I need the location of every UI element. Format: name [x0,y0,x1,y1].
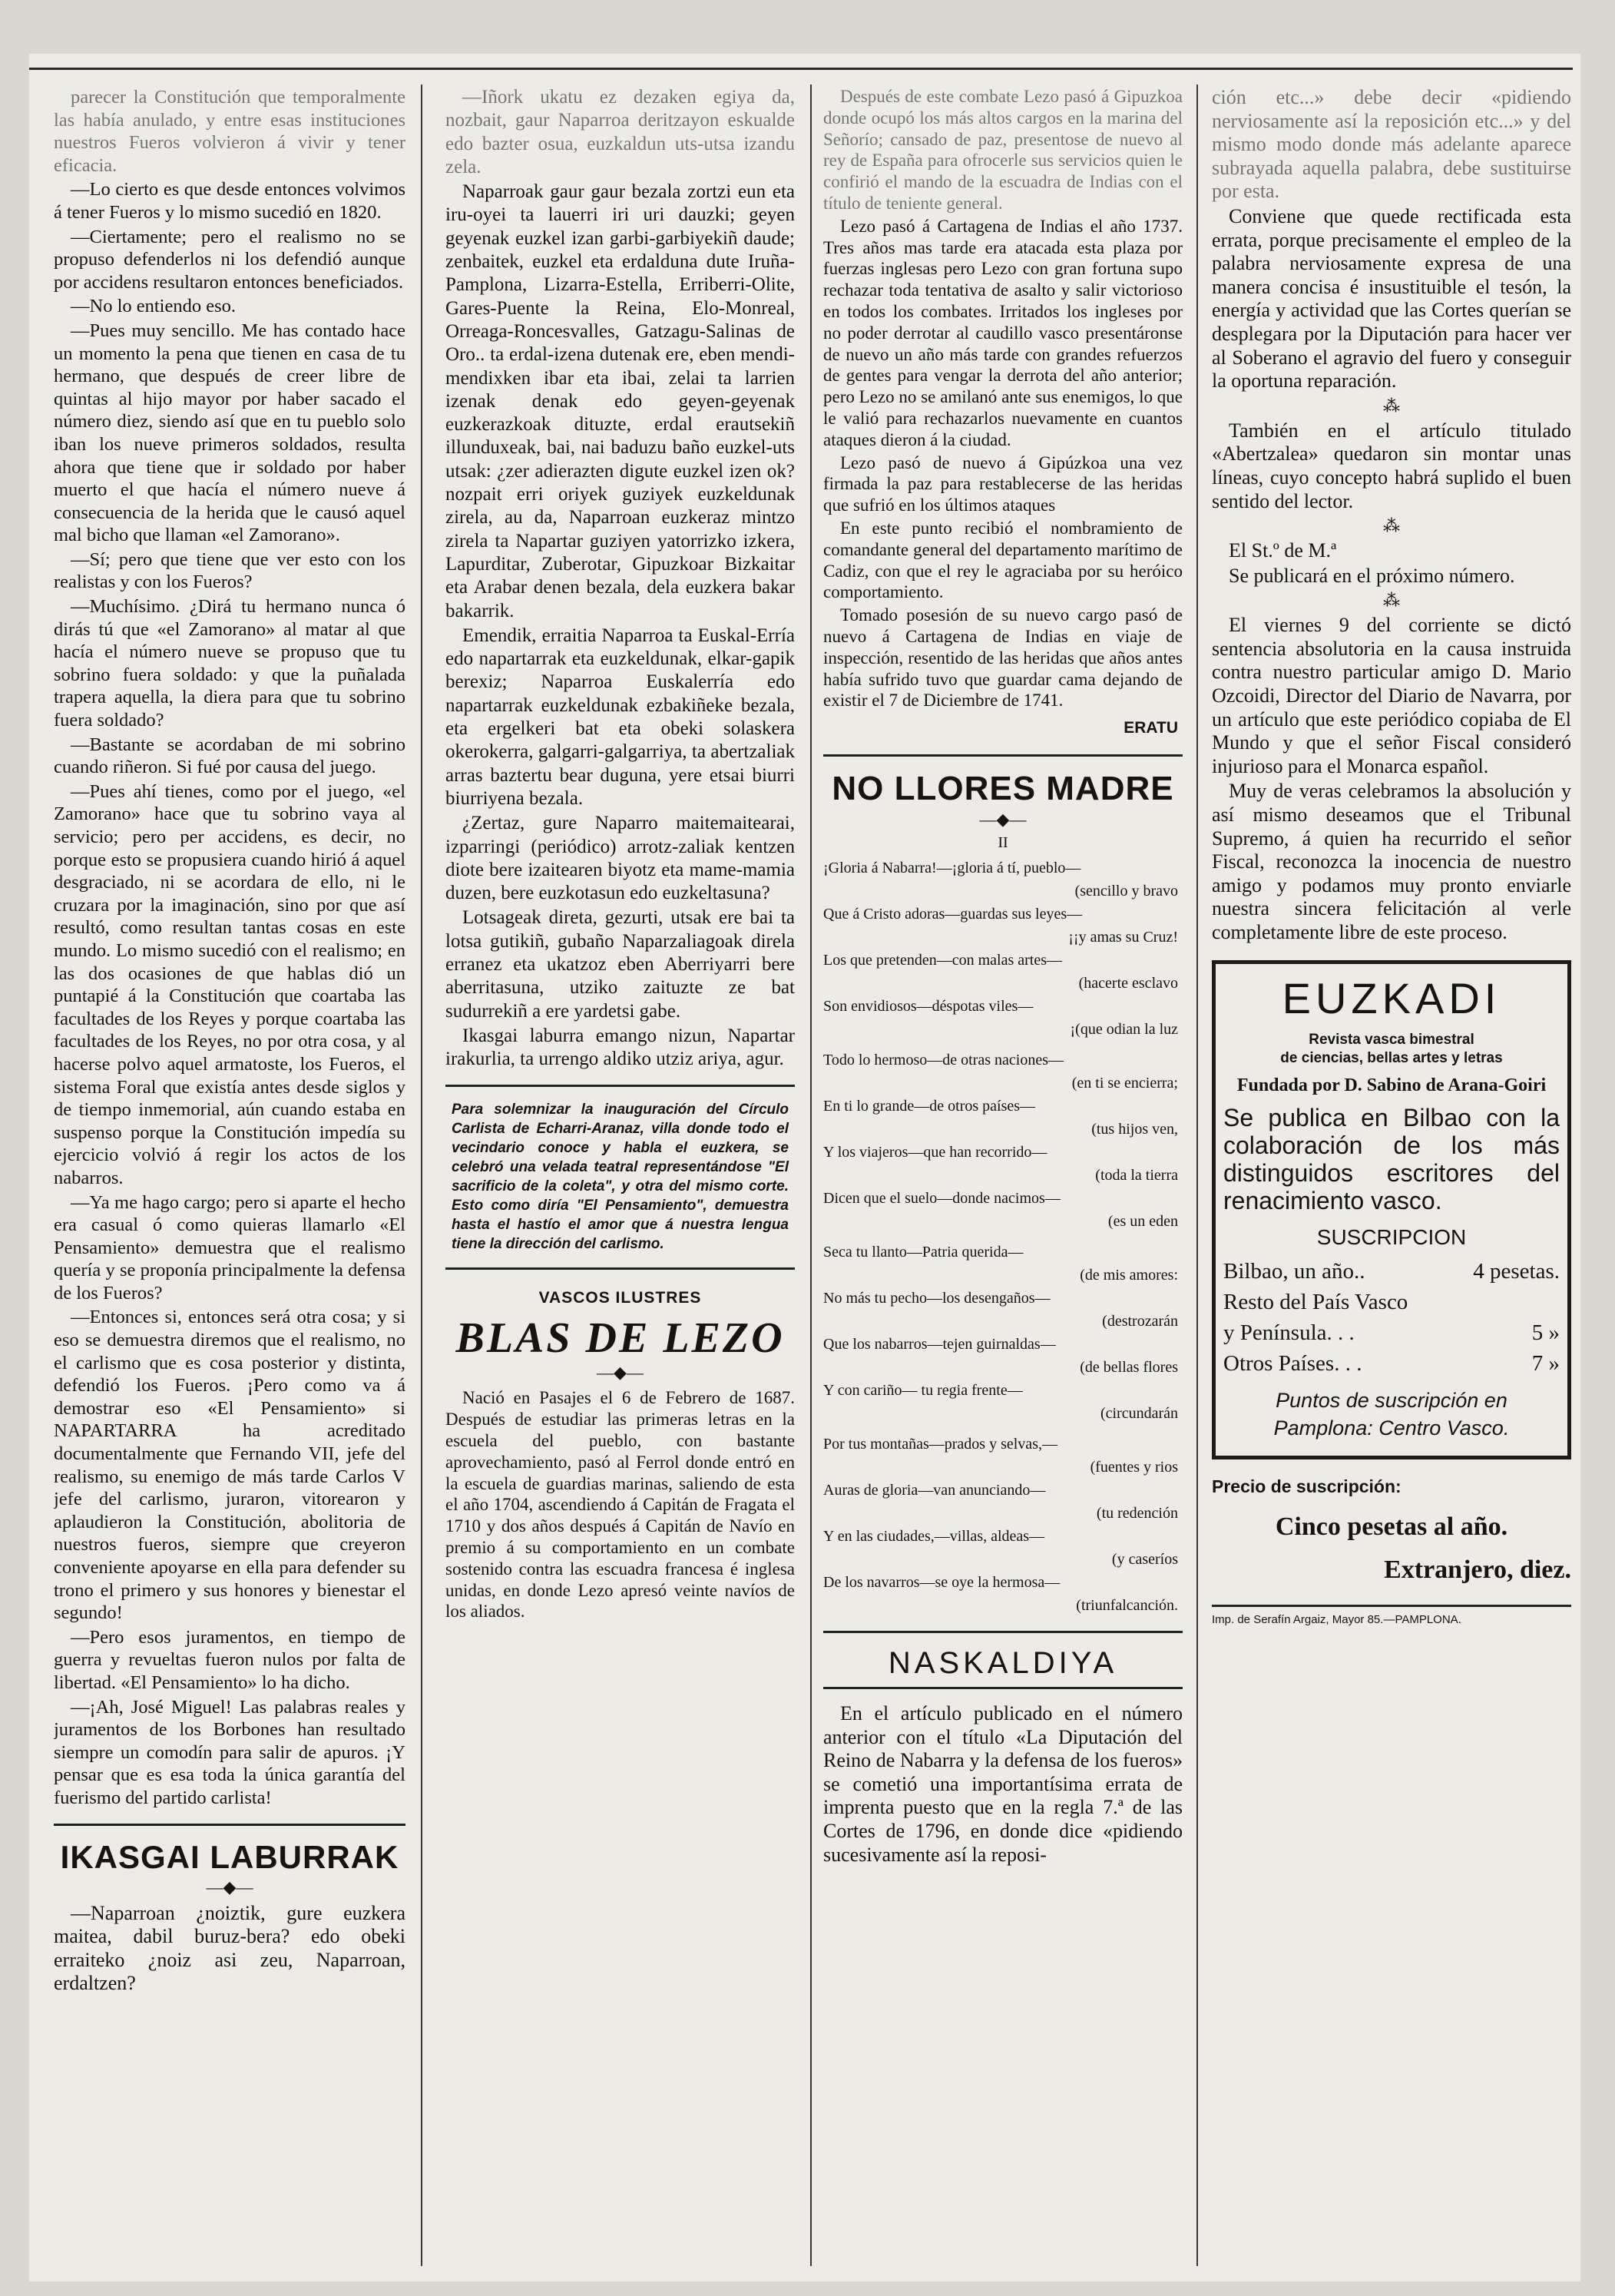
lezo-text: Nació en Pasajes el 6 de Febrero de 1687. Después de estudiar las primeras letras en la escuela del pueblo, con bastante aprovechamiento, pasó al Ferrol donde entró en la escuela de guardias marinas, saliendo de esta el año 1704, ascendiendo á Capitán de Fragata el 1710 y dos años después á Capitán de Navío en premio á su comportamiento en un combate sostenido contra las escuadra francesa é inglesa unidas, en donde Lezo apresó veinte navíos de los aliados. [445,1388,795,1622]
poem-line: Todo lo hermoso—de otras naciones— [823,1052,1064,1069]
paragraph: Lezo pasó de nuevo á Gipúzkoa una vez firmada la paz para restablecerse de las heridas que sufrió en los últimos ataques [823,452,1183,515]
paragraph: Muy de veras celebramos la absolución y así mismo deseamos que el Tribunal Supremo, á quien ha recurrido el señor Fiscal, reconozca la inocencia de nuestro amigo y podamos muy pronto enviarle nuestra sincera felicitación al verle completamente libre de este proceso. [1212,780,1571,943]
section-divider [445,1261,795,1275]
paragraph: Emendik, erraitia Naparroa ta Euskal-Erría edo napartarrak eta euzkeldunak, elkar-gapik berexiz; Naparroa Euskalerría edo napartarrak euzkeldunak ezbakiñeke bezala, eta ergelkeri bat eta obeki solaskera okerokerra, galgarri-galgarriya, ta abertzaliak arras baztertu bear duguna, yere etsai biurri biurriyena bezala. [445,625,795,809]
paragraph: Lotsageak direta, gezurti, utsak ere bai ta lotsa gutikiñ, gubaño Naparzaliagoak direla erranez eta ukatzoz eben Aberriyarri bere aberritasuna, utziko zaituzte ze bat sudurrekiñ a ere yardetsi gabe. [445,907,795,1022]
poem-title: NO LLORES MADRE [832,770,1174,808]
ad-suscripcion-heading: SUSCRIPCION [1316,1224,1467,1249]
poem-line: (tu redención [1096,1505,1178,1522]
poem-line: (de mis amores: [1080,1267,1178,1284]
paragraph: —Muchísimo. ¿Dirá tu hermano nunca ó dirás tú que «el Zamorano» al matar al que hacía el número nueve se propuso que tu sobrino fuera soldado: y que la puñalada trapera aquella, la diera para que tu sobrino fuera soldado? [54,596,405,731]
poem-line: Seca tu llanto—Patria querida— [823,1244,1024,1261]
ikasgai-title: IKASGAI LABURRAK [60,1838,399,1875]
price-value: 7 » [1531,1350,1560,1376]
paragraph: Lezo pasó á Cartagena de Indias el año 1737. Tres años mas tarde era atacada esta plaza por fuerzas inglesas pero Lezo con gran fortuna supo rechazar toda tentativa de asalto y salir victorioso en todos los combates. Irritados los ingleses por no poder derrotar al caudillo vasco presentáronse de nuevo un año más tarde con grandes refuerzos de gentes para vengar la derrota del año anterior; pero Lezo no se amilanó ante sus enemigos, lo que le valió para rechazarlos nuevamente en cuantos ataques dieron á la ciudad. [823,216,1183,449]
section-divider [445,1078,795,1092]
column-1 [54,86,405,2283]
ad-price-row [1223,1256,1560,1287]
blas-de-lezo-title: BLAS DE LEZO [455,1314,785,1363]
price-label: Bilbao, un año.. [1223,1258,1365,1284]
ornament-rule: —◆— [206,1877,253,1897]
poem-line: Auras de gloria—van anunciando— [823,1482,1046,1499]
ad-price-row [1223,1348,1560,1379]
ad-subtitle: de ciencias, bellas artes y letras [1280,1049,1503,1066]
paragraph: Conviene que quede rectificada esta errata, porque precisamente el empleo de la palabra nerviosamente expresa de una manera concisa é insustituible el tesón, la energía y actividad que las Cortes querían se desplegara por la Diputación para hacer ver al Soberano el agravio del fuero y conseguir la oportuna reparación. [1212,204,1571,393]
paragraph: —Bastante se acordaban de mi sobrino cuando riñeron. Si fué por causa del juego. [54,734,405,778]
paragraph: —Entonces si, entonces será otra cosa; y si eso se demuestra diremos que el realismo, no el carlismo que es cosa posterior y distinta, defendió los Fueros. ¡Pero como va á demostrar eso «El Pensamiento» si NAPARTARRA ha acreditado documentalmente que Fernando VII, jefe del realismo, su enemigo de más tarde Carlos V jefe del carlismo, juraron, vitorearon y aplaudieron la Constitución, abolitoria de nuestros fueros, siempre que creyeron conveniente apoyarse en ella para defender su trono el primero y sus honores y bienestar el segundo! [54,1307,405,1624]
poem-line: Los que pretenden—con malas artes— [823,952,1063,969]
poem-line: Dicen que el suelo—donde nacimos— [823,1190,1061,1208]
ad-body: Se publica en Bilbao con la colaboración de los más distinguidos escritores del renacimiento vasco. [1223,1103,1560,1214]
paragraph: En este punto recibió el nombramiento de comandante general del departamento marítimo de Cadiz, con que el rey le agraciaba por su heróico comportamiento. [823,518,1183,602]
section-divider [823,1625,1183,1638]
ornament-dots: ⁂ [1383,396,1400,416]
section-divider [823,1681,1183,1695]
poem-line: (sencillo y bravo [1074,883,1178,900]
poem-line: No más tu pecho—los desengaños— [823,1290,1051,1307]
poem-line: Y los viajeros—que han recorrido— [823,1144,1047,1161]
column-separator [810,84,812,2266]
vascos-ilustres-heading: VASCOS ILUSTRES [538,1289,702,1307]
paragraph: —No lo entiendo eso. [71,296,237,317]
naskaldiya-title: NASKALDIYA [888,1646,1118,1681]
price-label: Resto del País Vasco [1223,1289,1408,1314]
paragraph: ¿Zertaz, gure Naparro maitemaitearai, izparringi (periódico) arrotz-zaliak kentzen diote bere izaitearen biyotz eta mame-mamia duzen, bere euzkotasun edo euzkeltasuna? [445,813,795,904]
paragraph: Después de este combate Lezo pasó á Gipuzkoa donde ocupó los más altos cargos en la marina del Señorío; cansado de paz, presentose de nuevo al rey de España para ofrocerle sus servicios quien le confirió el mando de la escuadra de Indias con el título de teniente general. [823,87,1183,213]
top-rule [29,68,1573,70]
paragraph: —Lo cierto es que desde entonces volvimos á tener Fueros y lo mismo sucedió en 1820. [54,179,405,223]
paragraph: También en el artículo titulado «Abertzalea» quedaron sin montar unas líneas, cuyo concepto habrá suplido el buen sentido del lector. [1212,419,1571,512]
paragraph: Naparroak gaur gaur bezala zortzi eun eta iru-oyei ta lauerri iri uri dauzki; geyen geyenak euzkel izan garbi-garbiyekiñ daude; zenbaitek, euzkel eta erdalduna dute Iruña-Pamplona, Lizarra-Estella, Erriberri-Olite, Gares-Puente la Reina, Elo-Monreal, Orreaga-Roncesvalles, Gatzagu-Salinas de Oro.. ta erdal-izena dutenak ere, eben mendi-mendixken ibar eta ibai, zelai ta larrien izenak denak edo geyen-geyenak euzkerazkoak dituzte, erdal erautsekiñ illunduxeak, bai, nai baduzu baño euzkel-uts utsak: ¿zer adierazten digute euzkel izen ok? nozpait erri oriyek guziyek euzkeldunak zirela, au da, Naparroan euzkeraz mintzo zirela ta Napartar guziyen yatorrizko izkera, Lapurditar, Zuberotar, Gipuzkoar Bizkaitar eta Arabar denen bezala, dela euzkera bakar bakarrik. [445,181,795,621]
poem-line: (es un eden [1107,1213,1178,1231]
paragraph: —Ya me hago cargo; pero si aparte el hecho era casual ó como quieras llamarlo «El Pensamiento» demuestra que el realismo quería y se proponía principalmente la defensa de los Fueros? [54,1191,405,1304]
paragraph: —¡Ah, José Miguel! Las palabras reales y juramentos de los Borbones han resultado siempre un comodín para salir de apuros. ¡Y pensar que es esa toda la única garantía del fuerismo del partido carlista! [54,1696,405,1808]
paragraph: El St.º de M.ª [1229,539,1337,562]
ad-price-row [1223,1287,1560,1317]
poem [823,856,1183,1617]
poem-line: (fuentes y rios [1090,1459,1178,1476]
precio-extranjero: Extranjero, diez. [1384,1555,1571,1584]
poem-line: ¡Gloria á Nabarra!—¡gloria á tí, pueblo— [823,860,1081,877]
ornament-dots: ⁂ [1383,516,1400,536]
poem-line: Y con cariño— tu regia frente— [823,1382,1023,1400]
poem-line: (circundarán [1100,1405,1178,1423]
col1-dialogue [54,86,405,1810]
ornament-rule: —◆— [979,810,1027,830]
column-3 [823,86,1183,2283]
precio-heading: Precio de suscripción: [1212,1476,1402,1496]
poem-line: (toda la tierra [1095,1167,1178,1184]
poem-line: De los navarros—se oye la hermosa— [823,1574,1061,1592]
ad-subtitle: Revista vasca bimestral [1309,1031,1474,1048]
poem-line: Que los nabarros—tejen guirnaldas— [823,1336,1056,1353]
poem-line: (hacerte esclavo [1078,975,1178,992]
column-separator [1196,84,1198,2266]
naskaldiya-text: En el artículo publicado en el número anterior con el título «La Diputación del Reino de Nabarra y la defensa de los fueros» se cometió una importantísima errata de imprenta puesto que en la regla 7.ª de las Cortes de 1796, en donde dice «pidiendo sucesivamente así la reposi- [823,1702,1183,1866]
ornament-rule: —◆— [597,1363,644,1383]
poem-line: (de bellas flores [1080,1359,1178,1377]
ad-puntos: Puntos de suscripción en Pamplona: Centro Vasco. [1273,1388,1510,1440]
poem-line: (tus hijos ven, [1091,1121,1178,1138]
poem-line: Que á Cristo adoras—guardas sus leyes— [823,906,1083,923]
ad-founder: Fundada por D. Sabino de Arana-Goiri [1236,1075,1547,1095]
poem-line: Y en las ciudades,—villas, aldeas— [823,1528,1045,1546]
section-divider [823,748,1183,762]
ad-price-row [1223,1317,1560,1348]
ornament-dots: ⁂ [1383,591,1400,611]
paragraph: —Pues muy sencillo. Me has contado hace un momento la pena que tienen en casa de tu hermano, que después de creer libre de quintas al hijo mayor por haber sacado el número diez, siendo así que en tu pueblo solo iban los nueve primeros soldados, resulta ahora que tiene que ir soldado por haber muerto el que hacía el número nueve á consecuencia de la herida que le causó aquel mal bicho que llaman «el Zamorano». [54,320,405,546]
printer-imprint: Imp. de Serafín Argaiz, Mayor 85.—PAMPLONA. [1212,1612,1461,1626]
price-value: 4 pesetas. [1473,1258,1560,1284]
paragraph: —Sí; pero que tiene que ver esto con los realistas y con los Fueros? [54,548,405,593]
poem-line: ¡¡y amas su Cruz! [1068,929,1178,946]
paragraph: parecer la Constitución que temporalmente las había anulado, y entre esas instituciones nuestros Fueros volvieron á vivir y tener eficacia. [54,87,405,176]
poem-line: Por tus montañas—prados y selvas,— [823,1436,1057,1453]
paragraph: —Pues ahí tienes, como por el juego, «el Zamorano» hace que tu sobrino vaya al servicio; pero per accidens, es decir, no porque esto se propusiera cuando hirió á aquel desgraciado, ni se acordara de ello, ni le cruzara por la imaginación, sino por que así resultó, como resultan tantas cosas en este mundo. Lo mismo sucedió con el realismo; en las dos ocasiones de que hablas dió un puntapié á la Constitución que coartaba las facultades de los Reyes y porque coartaba las facultades de los Reyes, no por otra cosa, y al hacerse polvo aquel armatoste, los Fueros, el sistema Foral que existía antes desde siglos y de tiempo inmemorial, aún cuando estaba en suspenso porque la Constitución impedía su ejercicio volvió á regir los actos de los nabarros. [54,780,405,1188]
precio-anual: Cinco pesetas al año. [1275,1512,1508,1541]
poem-line: (destrozarán [1102,1313,1178,1330]
euzkadi-title: EUZKADI [1282,973,1501,1022]
column-2 [445,86,795,2283]
carlist-notice: Para solemnizar la inauguración del Círculo Carlista de Echarri-Aranaz, villa donde todo el vecindario conoce y habla el euzkera, se celebró una velada teatral representándose "El sacrificio de la coleta", y otra del mismo corte. Esto como diría "El Pensamiento", demuestra hasta el hastío el amor que á nuestra lengua tiene la dirección del carlismo. [452,1102,789,1253]
paragraph: —Iñork ukatu ez dezaken egiya da, nozbait, gaur Naparroa deritzayon eskualde edo bazter osua, euzkaldun uts-utsa izandu zela. [445,87,795,177]
euzkadi-advertisement [1212,960,1571,1459]
poem-number: II [998,834,1008,852]
paragraph: —Pero esos juramentos, en tiempo de guerra y revueltas fueron nulos por falta de libertad. «El Pensamiento» lo ha dicho. [54,1626,405,1693]
paragraph: Se publicará en el próximo número. [1229,564,1515,587]
column-4 [1212,86,1571,2283]
poem-line: En ti lo grande—de otros países— [823,1098,1036,1115]
price-value: 5 » [1531,1320,1560,1345]
ikasgai-text: —Naparroan ¿noiztik, gure euzkera maitea, dabil buruz-bera? edo obeki erraiteko ¿noiz asi zeu, Naparroan, erdaltzen? [54,1901,405,1995]
poem-line: Son envidiosos—déspotas viles— [823,998,1034,1015]
paragraph: Ikasgai laburra emango nizun, Napartar irakurlia, ta urrengo aldiko utziz ariya, agur. [445,1025,795,1070]
paragraph: El viernes 9 del corriente se dictó sentencia absolutoria en la causa instruida contra nuestro particular amigo D. Mario Ozcoidi, Director del Diario de Navarra, por un artículo que este periódico copiaba de El Mundo y que el señor Fiscal consideró injurioso para el Monarca español. [1212,614,1571,777]
paragraph: —Ciertamente; pero el realismo no se propuso defenderlos ni los defendió aunque por accidens resultaron entonces beneficiados. [54,226,405,293]
column-separator [421,84,422,2266]
poem-line: (en ti se encierra; [1071,1075,1178,1092]
paragraph: Tomado posesión de su nuevo cargo pasó de nuevo á Cartagena de Indias en viaje de inspección, resentido de las heridas que años antes había sufrido tuvo que guardar cama dejando de existir el 7 de Diciembre de 1741. [823,605,1183,711]
section-divider [54,1817,405,1831]
paragraph: ción etc...» debe decir «pidiendo nerviosamente así la reposición etc...» y del mismo modo donde más adelante aparece subrayada aquella palabra, debe sustituirse por esta. [1212,86,1571,203]
eratu-signature: ERATU [1124,719,1178,737]
footer-rule [1212,1605,1571,1607]
poem-line: (y caseríos [1111,1551,1178,1569]
poem-line: (triunfalcanción. [1076,1597,1178,1615]
price-label: Otros Países. . . [1223,1350,1362,1376]
price-label: y Península. . . [1223,1320,1355,1345]
poem-line: ¡(que odian la luz [1070,1021,1178,1039]
